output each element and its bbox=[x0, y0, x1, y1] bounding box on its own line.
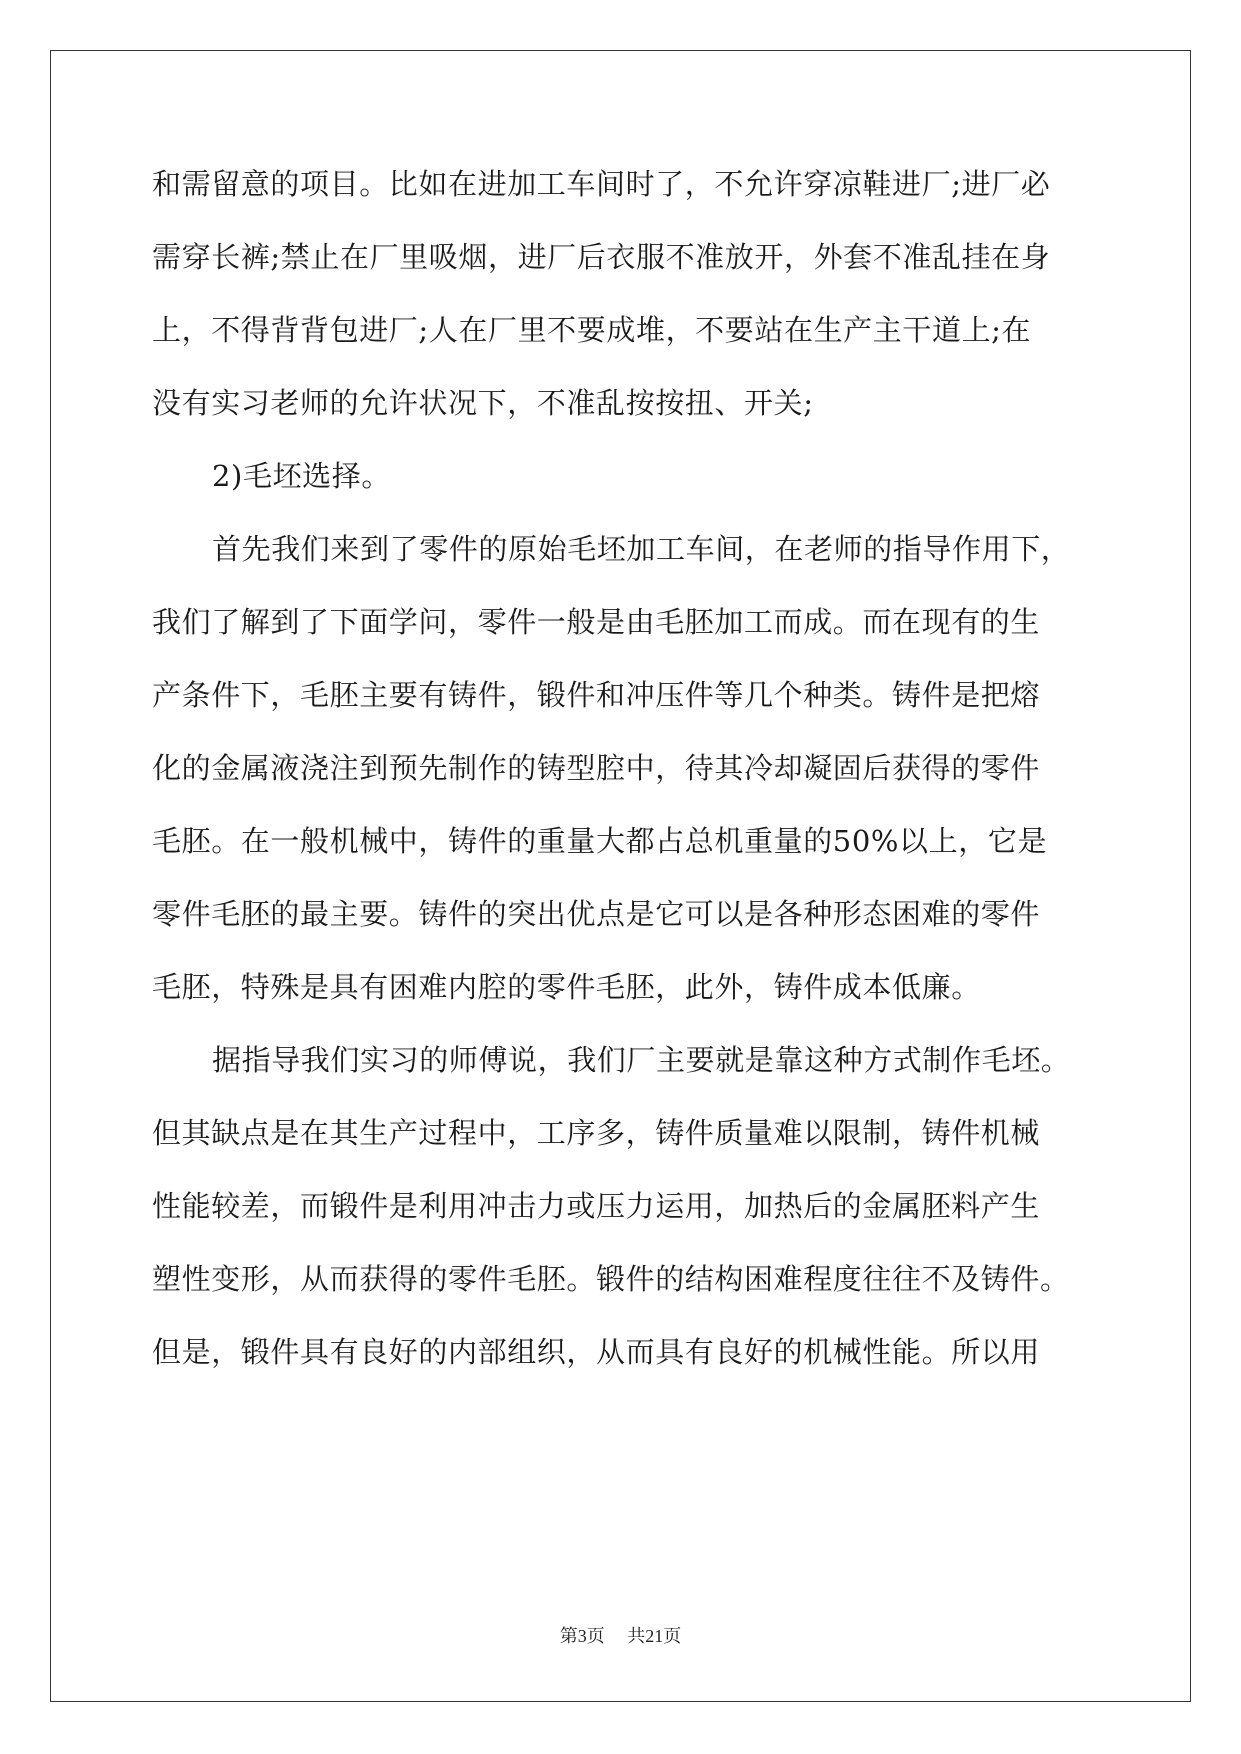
text-line: 性能较差，而锻件是利用冲击力或压力运用，加热后的金属胚料产生 bbox=[152, 1189, 1041, 1223]
page-number: 第3页 bbox=[559, 1626, 605, 1646]
text-line: 没有实习老师的允许状况下，不准乱按按扭、开关; bbox=[152, 386, 814, 420]
text-line: 和需留意的项目。比如在进加工车间时了，不允许穿凉鞋进厂;进厂必 bbox=[152, 167, 1051, 201]
text-line: 毛胚，特殊是具有困难内腔的零件毛胚，此外，铸件成本低廉。 bbox=[152, 970, 981, 1004]
text-line: 上，不得背背包进厂;人在厂里不要成堆，不要站在生产主干道上;在 bbox=[152, 313, 1032, 347]
text-line: 塑性变形，从而获得的零件毛胚。锻件的结构困难程度往往不及铸件。 bbox=[152, 1262, 1070, 1296]
text-line: 化的金属液浇注到预先制作的铸型腔中，待其冷却凝固后获得的零件 bbox=[152, 751, 1041, 785]
text-line: 但其缺点是在其生产过程中，工序多，铸件质量难以限制，铸件机械 bbox=[152, 1116, 1041, 1150]
text-line: 首先我们来到了零件的原始毛坯加工车间，在老师的指导作用下， bbox=[212, 532, 1071, 566]
text-line: 但是，锻件具有良好的内部组织，从而具有良好的机械性能。所以用 bbox=[152, 1335, 1041, 1369]
text-line: 我们了解到了下面学问，零件一般是由毛胚加工而成。而在现有的生 bbox=[152, 605, 1041, 639]
text-line: 毛胚。在一般机械中，铸件的重量大都占总机重量的50%以上，它是 bbox=[152, 824, 1048, 858]
text-line: 产条件下，毛胚主要有铸件，锻件和冲压件等几个种类。铸件是把熔 bbox=[152, 678, 1041, 712]
page-footer bbox=[0, 1622, 1241, 1648]
text-line: 需穿长裤;禁止在厂里吸烟，进厂后衣服不准放开，外套不准乱挂在身 bbox=[152, 240, 1051, 274]
page-total: 共21页 bbox=[627, 1626, 682, 1646]
text-line: 零件毛胚的最主要。铸件的突出优点是它可以是各种形态困难的零件 bbox=[152, 897, 1041, 931]
page-border bbox=[50, 50, 1191, 1702]
text-line: 据指导我们实习的师傅说，我们厂主要就是靠这种方式制作毛坯。 bbox=[212, 1043, 1071, 1077]
section-heading: 2)毛坯选择。 bbox=[212, 459, 391, 493]
